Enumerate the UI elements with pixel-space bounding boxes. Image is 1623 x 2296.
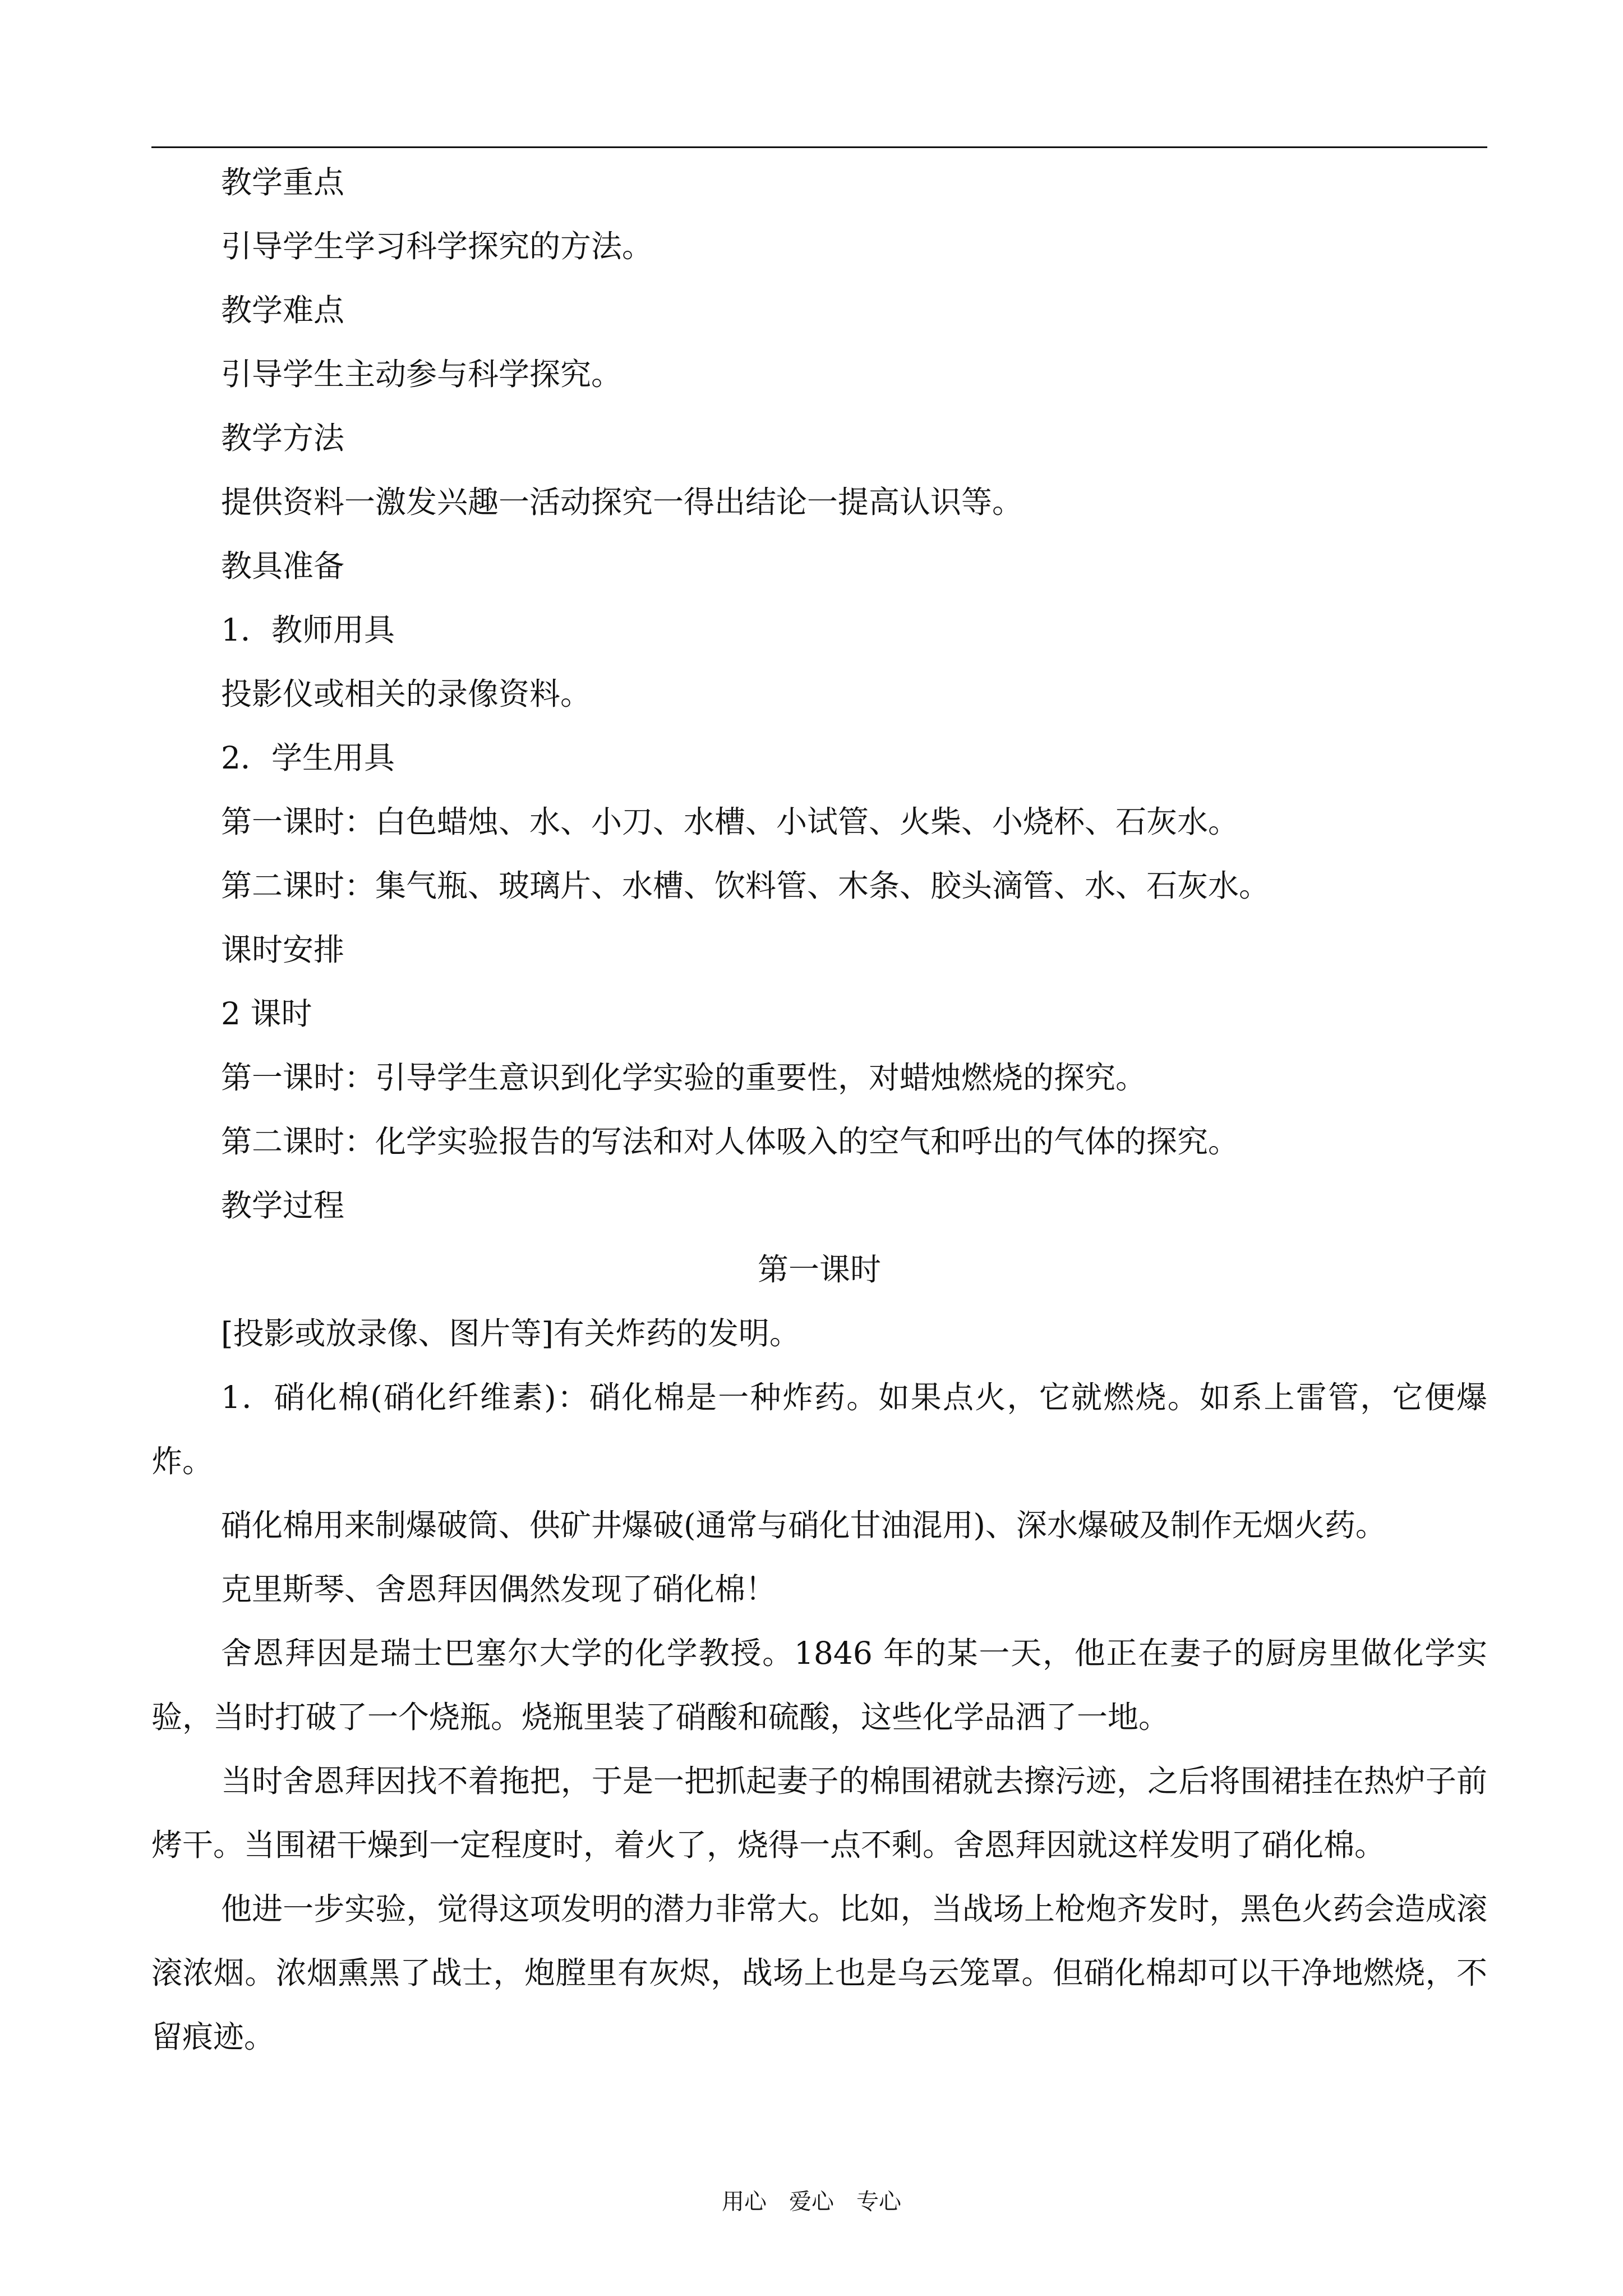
item-teacher-tools: 1．教师用具 — [221, 612, 395, 648]
heading-teaching-method: 教学方法 — [221, 420, 345, 456]
text-lesson-count: 2 课时 — [221, 996, 312, 1032]
heading-lesson-schedule: 课时安排 — [221, 932, 345, 968]
heading-teaching-aids: 教具准备 — [221, 548, 345, 584]
document-body — [151, 150, 1487, 2069]
paragraph: 当时舍恩拜因找不着拖把，于是一把抓起妻子的棉围裙就去擦污迹，之后将围裙挂在热炉子前烤干。当围裙干燥到一定程度时，着火了，烧得一点不剩。舍恩拜因就这样发明了硝化棉。 — [151, 1763, 1487, 1863]
text-teaching-focus: 引导学生学习科学探究的方法。 — [221, 228, 653, 264]
text-lesson-two-materials: 第二课时：集气瓶、玻璃片、水槽、饮料管、木条、胶头滴管、水、石灰水。 — [221, 868, 1270, 904]
paragraph: [投影或放录像、图片等]有关炸药的发明。 — [221, 1315, 800, 1351]
page-footer: 用心 爱心 专心 — [722, 2189, 901, 2215]
heading-teaching-difficulty: 教学难点 — [221, 292, 345, 328]
heading-teaching-focus: 教学重点 — [221, 164, 345, 200]
paragraph: 克里斯琴、舍恩拜因偶然发现了硝化棉！ — [221, 1571, 777, 1607]
text-teaching-difficulty: 引导学生主动参与科学探究。 — [221, 356, 623, 392]
text-teacher-tools: 投影仪或相关的录像资料。 — [221, 676, 592, 712]
text-lesson-one-plan: 第一课时：引导学生意识到化学实验的重要性，对蜡烛燃烧的探究。 — [221, 1060, 1147, 1096]
section-title: 第一课时 — [757, 1251, 881, 1287]
paragraph: 硝化棉用来制爆破筒、供矿井爆破(通常与硝化甘油混用)、深水爆破及制作无烟火药。 — [221, 1507, 1386, 1543]
text-lesson-two-plan: 第二课时：化学实验报告的写法和对人体吸入的空气和呼出的气体的探究。 — [221, 1124, 1239, 1159]
header-rule — [151, 146, 1487, 148]
paragraph: 他进一步实验，觉得这项发明的潜力非常大。比如，当战场上枪炮齐发时，黑色火药会造成滚滚浓烟。浓烟熏黑了战士，炮膛里有灰烬，战场上也是乌云笼罩。但硝化棉却可以干净地燃烧，不留痕迹。 — [151, 1891, 1487, 2055]
text-teaching-method: 提供资料一激发兴趣一活动探究一得出结论一提高认识等。 — [221, 484, 1023, 520]
heading-teaching-process: 教学过程 — [221, 1188, 345, 1223]
item-student-tools: 2．学生用具 — [221, 740, 395, 776]
paragraph: 1．硝化棉(硝化纤维素)：硝化棉是一种炸药。如果点火，它就燃烧。如系上雷管，它便爆炸。 — [151, 1379, 1487, 1479]
text-lesson-one-materials: 第一课时：白色蜡烛、水、小刀、水槽、小试管、火柴、小烧杯、石灰水。 — [221, 804, 1239, 840]
paragraph: 舍恩拜因是瑞士巴塞尔大学的化学教授。1846 年的某一天，他正在妻子的厨房里做化学实验，当时打破了一个烧瓶。烧瓶里装了硝酸和硫酸，这些化学品洒了一地。 — [151, 1635, 1487, 1735]
